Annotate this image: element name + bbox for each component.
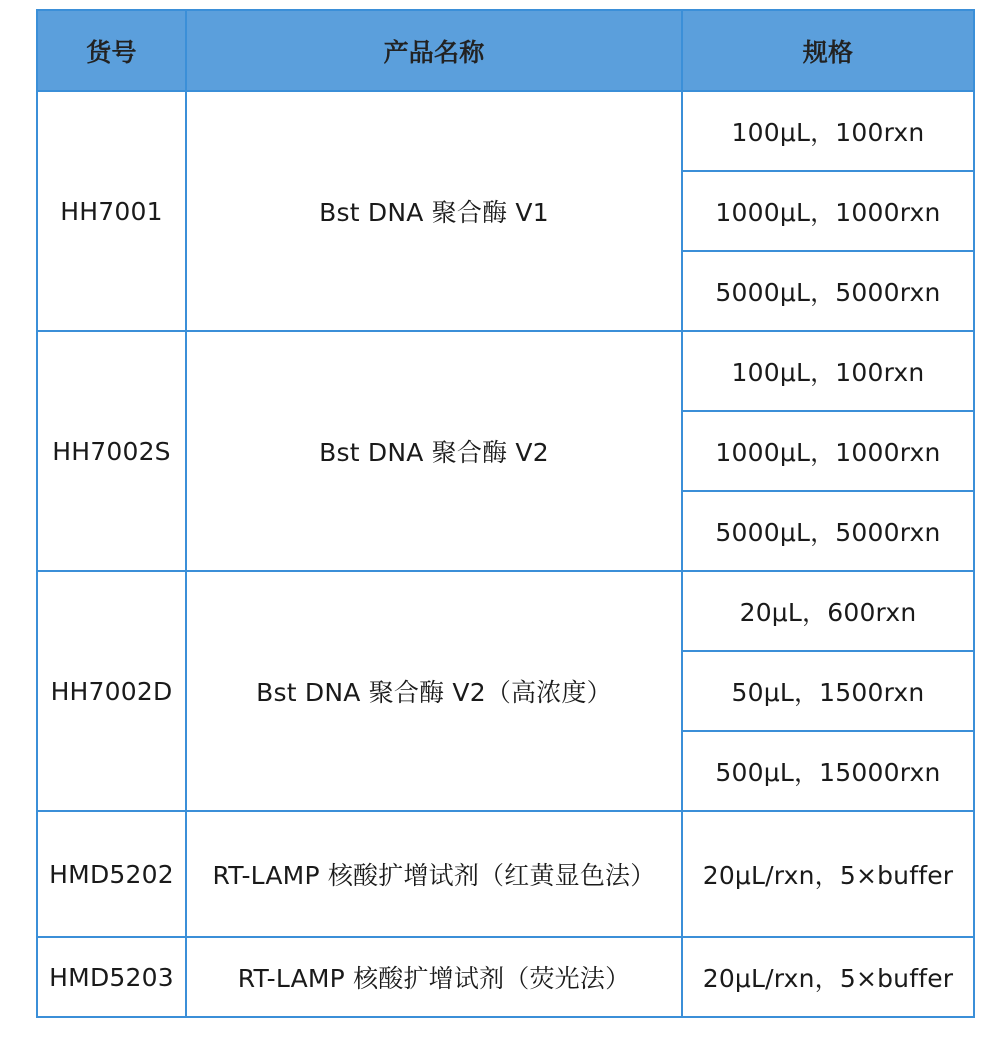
product-name: RT-LAMP 核酸扩增试剂（红黄显色法）	[186, 811, 682, 937]
product-spec: 500μL，15000rxn	[682, 731, 974, 811]
product-code: HMD5202	[37, 811, 186, 937]
table-row	[37, 91, 974, 171]
header-row	[37, 10, 974, 91]
product-spec: 5000μL，5000rxn	[682, 491, 974, 571]
product-spec: 100μL，100rxn	[682, 91, 974, 171]
product-code: HH7001	[37, 91, 186, 331]
product-spec: 100μL，100rxn	[682, 331, 974, 411]
table-row	[37, 571, 974, 651]
product-spec: 20μL，600rxn	[682, 571, 974, 651]
product-spec: 1000μL，1000rxn	[682, 171, 974, 251]
product-code: HH7002D	[37, 571, 186, 811]
product-name: Bst DNA 聚合酶 V2	[186, 331, 682, 571]
product-spec: 50μL，1500rxn	[682, 651, 974, 731]
header-code: 货号	[37, 10, 186, 91]
header-spec: 规格	[682, 10, 974, 91]
product-spec: 1000μL，1000rxn	[682, 411, 974, 491]
product-code: HMD5203	[37, 937, 186, 1017]
table-row	[37, 331, 974, 411]
header-name: 产品名称	[186, 10, 682, 91]
product-name: Bst DNA 聚合酶 V2（高浓度）	[186, 571, 682, 811]
product-spec: 20μL/rxn，5×buffer	[682, 937, 974, 1017]
product-table	[36, 9, 975, 1018]
product-spec: 5000μL，5000rxn	[682, 251, 974, 331]
product-code: HH7002S	[37, 331, 186, 571]
product-spec: 20μL/rxn，5×buffer	[682, 811, 974, 937]
table-row	[37, 811, 974, 937]
product-name: RT-LAMP 核酸扩增试剂（荧光法）	[186, 937, 682, 1017]
product-name: Bst DNA 聚合酶 V1	[186, 91, 682, 331]
table-row	[37, 937, 974, 1017]
